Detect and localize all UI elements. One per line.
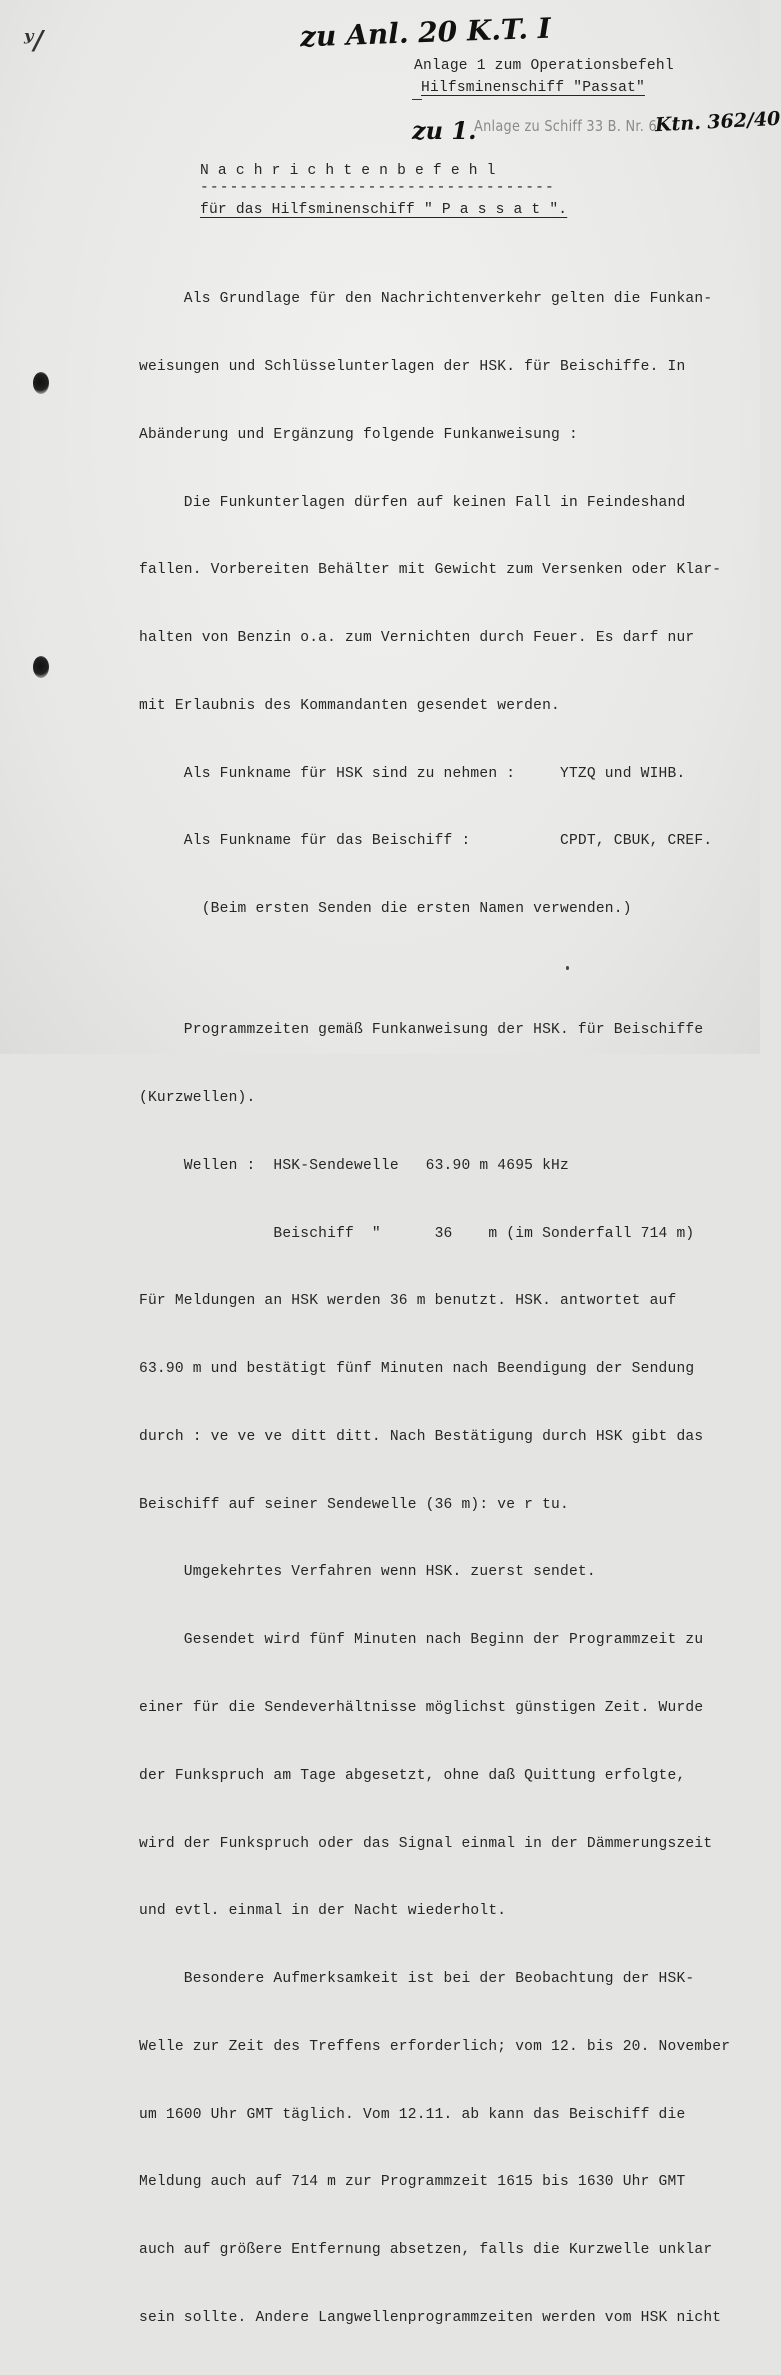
body-line: Welle zur Zeit des Treffens erforderlich; vom 12. bis 20. November [139, 2038, 731, 2055]
body-line: durch : ve ve ve ditt ditt. Nach Bestätigung durch HSK gibt das [139, 1428, 704, 1445]
body-line: halten von Benzin o.a. zum Vernichten durch Feuer. Es darf nur [139, 630, 695, 647]
document-title: N a c h r i c h t e n b e f e h l [200, 163, 496, 179]
title-rule: ------------------------------------ [200, 180, 555, 196]
body-line: einer für die Sendeverhältnisse möglichst günstigen Zeit. Wurde [139, 1700, 704, 1716]
body-line: Beischiff " 36 m (im Sonderfall 714 m) [139, 1225, 695, 1242]
stray-mark [566, 966, 569, 970]
body-line: auch auf größere Entfernung absetzen, falls die Kurzwelle unklar [139, 2242, 713, 2259]
body-line: Als Funkname für das Beischiff : CPDT, CBUK, CREF. [139, 833, 713, 850]
body-line: (Beim ersten Senden die ersten Namen verwenden.) [139, 901, 632, 918]
body-line: wird der Funkspruch oder das Signal einmal in der Dämmerungszeit [139, 1835, 713, 1852]
body-line: Als Grundlage für den Nachrichtenverkehr gelten die Funkan- [139, 291, 713, 308]
body-line: Gesendet wird fünf Minuten nach Beginn der Programmzeit zu [139, 1632, 704, 1649]
body-line: Umgekehrtes Verfahren wenn HSK. zuerst sendet. [139, 1564, 596, 1581]
handwritten-mid-note-prefix: zu 1. [412, 116, 477, 145]
body-line: der Funkspruch am Tage abgesetzt, ohne daß Quittung erfolgte, [139, 1767, 686, 1784]
body-line: Die Funkunterlagen dürfen auf keinen Fall in Feindeshand [139, 494, 686, 511]
header-line-2: Hilfsminenschiff "Passat" [421, 80, 645, 96]
handwritten-mid-note-suffix: Ktn. 362/40 [654, 107, 781, 137]
punch-hole-top [33, 372, 49, 394]
registry-stamp: Anlage zu Schiff 33 B. Nr. 6 [474, 117, 657, 135]
punch-hole-bottom [33, 656, 49, 678]
body-line: Als Funkname für HSK sind zu nehmen : YTZQ und WIHB. [139, 765, 686, 782]
body-line: Wellen : HSK-Sendewelle 63.90 m 4695 kHz [139, 1157, 569, 1174]
body-line: sein sollte. Andere Langwellenprogrammzeiten werden vom HSK nicht [139, 2310, 722, 2327]
body-line: Besondere Aufmerksamkeit ist bei der Beobachtung der HSK- [139, 1971, 695, 1988]
body-line: um 1600 Uhr GMT täglich. Vom 12.11. ab kann das Beischiff die [139, 2106, 686, 2123]
body-line: Abänderung und Ergänzung folgende Funkanweisung : [139, 426, 578, 443]
body-text [139, 243, 730, 2375]
body-line: Für Meldungen an HSK werden 36 m benutzt. HSK. antwortet auf [139, 1293, 677, 1310]
body-line: weisungen und Schlüsselunterlagen der HSK. für Beischiffe. In [139, 358, 686, 375]
body-line: 63.90 m und bestätigt fünf Minuten nach Beendigung der Sendung [139, 1361, 695, 1378]
handwritten-top-note: zu Anl. 20 K.T. I [299, 11, 552, 54]
body-line: Beischiff auf seiner Sendewelle (36 m): ve r tu. [139, 1496, 569, 1513]
handwritten-corner-mark: ʸ/ [24, 26, 44, 56]
body-line: fallen. Vorbereiten Behälter mit Gewicht zum Versenken oder Klar- [139, 562, 722, 579]
body-line: Meldung auch auf 714 m zur Programmzeit 1615 bis 1630 Uhr GMT [139, 2174, 686, 2191]
body-line: Programmzeiten gemäß Funkanweisung der HSK. für Beischiffe [139, 1022, 704, 1039]
body-line: mit Erlaubnis des Kommandanten gesendet werden. [139, 697, 561, 714]
document-subtitle: für das Hilfsminenschiff " P a s s a t ". [200, 202, 568, 218]
header-line-1: Anlage 1 zum Operationsbefehl [414, 58, 674, 74]
body-line: (Kurzwellen). [139, 1089, 256, 1106]
body-line: und evtl. einmal in der Nacht wiederholt. [139, 1903, 507, 1920]
header-underline-extension [412, 99, 422, 100]
